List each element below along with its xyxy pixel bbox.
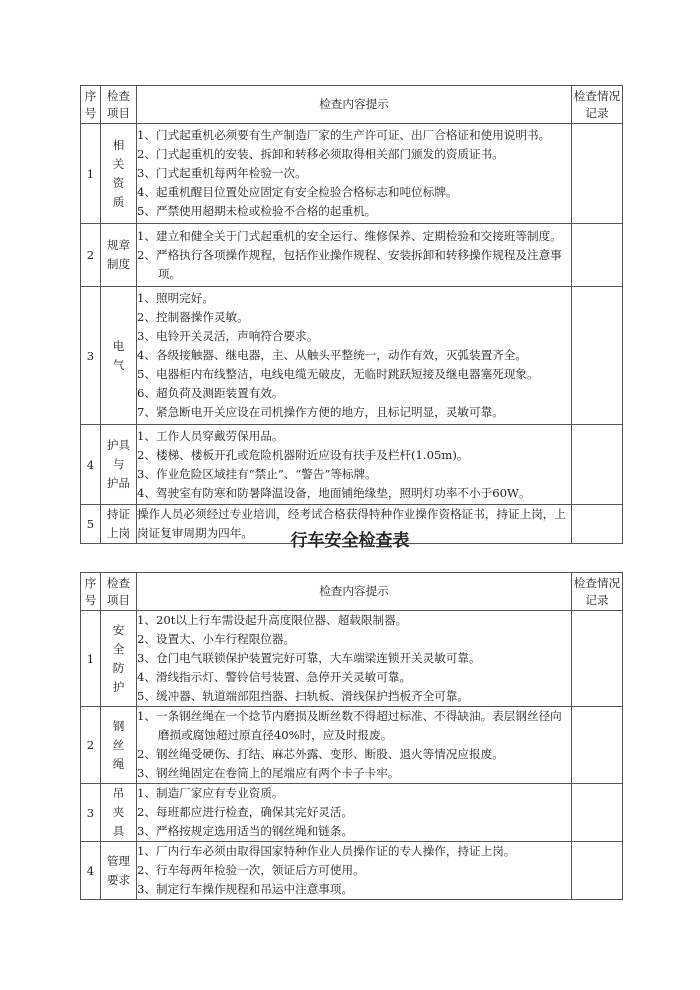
- record-cell[interactable]: [572, 224, 623, 287]
- check-item: [101, 425, 137, 505]
- row-number: 1: [81, 611, 101, 707]
- check-content-line: 3、门式起重机每两年检验一次。: [137, 166, 307, 180]
- check-content: [137, 842, 572, 900]
- check-item: [101, 287, 137, 425]
- check-content-line: 3、仓门电气联锁保护装置完好可靠，大车端梁连锁开关灵敏可靠。: [137, 651, 481, 665]
- check-content-line: 3、制定行车操作规程和吊运中注意事项。: [137, 882, 354, 896]
- header-content: 检查内容提示: [137, 86, 572, 124]
- check-item-text: 安: [112, 622, 125, 637]
- record-cell[interactable]: [572, 124, 623, 224]
- check-item-text: 持证: [106, 507, 131, 521]
- check-item-text: 要求: [106, 872, 131, 887]
- check-content-line: 3、作业危险区域挂有“禁止”、“警告”等标牌。: [137, 466, 377, 481]
- check-content-line: 7、紧急断电开关应设在司机操作方便的地方，且标记明显，灵敏可靠。: [137, 405, 504, 419]
- record-cell[interactable]: [572, 425, 623, 505]
- check-item-text: 丝: [112, 737, 125, 752]
- check-content-line: 1、照明完好。: [137, 291, 214, 305]
- check-item: [101, 611, 137, 707]
- check-content: [137, 425, 572, 505]
- check-item-text: 相: [112, 137, 125, 152]
- check-item-text: 管理: [106, 853, 131, 868]
- check-content-line: 2、严格执行各项操作规程，包括作业操作规程、安装拆卸和转移操作规程及注意事项。: [137, 247, 562, 281]
- check-item: [101, 124, 137, 224]
- check-item-text: 护: [112, 679, 125, 694]
- check-content-line: 2、钢丝绳受硬伤、打结、麻芯外露、变形、断股、退火等情况应报废。: [137, 747, 504, 761]
- record-cell[interactable]: [572, 287, 623, 425]
- check-content-line: 4、各级接触器、继电器，主、从触头平整统一，动作有效，灭弧装置齐全。: [137, 348, 527, 362]
- overhead-crane-inspection-table: [80, 572, 623, 900]
- check-content-line: 1、门式起重机必须要有生产制造厂家的生产许可证、出厂合格证和使用说明书。: [137, 128, 551, 142]
- row-number: 4: [81, 425, 101, 505]
- record-cell[interactable]: [572, 707, 623, 784]
- check-item-text: 规章: [106, 238, 131, 252]
- check-content-line: 4、滑线指示灯、警铃信号装置、急停开关灵敏可靠。: [137, 670, 412, 684]
- check-item-text: 护品: [106, 476, 131, 490]
- row-number: 2: [81, 224, 101, 287]
- check-content-line: 2、设置大、小车行程限位器。: [137, 632, 296, 646]
- row-number: 3: [81, 287, 101, 425]
- table-row: [81, 287, 623, 425]
- row-number: 3: [81, 784, 101, 842]
- check-item-text: 夹: [112, 805, 125, 819]
- check-item: [101, 842, 137, 900]
- row-number: 5: [81, 505, 101, 544]
- check-content-line: 3、电铃开关灵活，声响符合要求。: [137, 329, 319, 343]
- check-content-line: 1、一条钢丝绳在一个捻节内磨损及断丝数不得超过标准、不得缺油。表层钢丝径向磨损或腐蚀超过原直径40%时，应及时报废。: [137, 709, 562, 742]
- table-row: [81, 842, 623, 900]
- check-item-text: 制度: [106, 257, 131, 271]
- table-row: [81, 124, 623, 224]
- check-item-text: 上岗: [106, 526, 131, 540]
- check-content: [137, 707, 572, 784]
- record-cell[interactable]: [572, 784, 623, 842]
- check-content-line: 1、厂内行车必须由取得国家特种作业人员操作证的专人操作，持证上岗。: [137, 844, 516, 858]
- check-item-text: 与: [112, 457, 125, 471]
- table-header-row: [81, 86, 623, 124]
- check-content-line: 5、电器柜内布线整洁，电线电缆无破皮，无临时跳跃短接及继电器塞死现象。: [137, 367, 539, 381]
- header-item: 检查项目: [101, 86, 137, 124]
- check-item-text: 具: [112, 824, 125, 838]
- crane-inspection-table: [80, 85, 623, 544]
- section-title: 行车安全检查表: [290, 531, 410, 551]
- check-item-text: 质: [112, 194, 125, 209]
- check-item-text: 关: [112, 156, 125, 171]
- check-item-text: 钢: [112, 718, 125, 733]
- check-content-line: 5、严禁使用超期未检或检验不合格的起重机。: [137, 204, 377, 218]
- check-content: [137, 287, 572, 425]
- check-content-line: 6、超负荷及测距装置有效。: [137, 386, 284, 400]
- check-content-line: 2、楼梯、楼板开孔或危险机器附近应设有扶手及栏杆(1.05m)。: [137, 447, 469, 462]
- check-item-text: 气: [112, 357, 125, 372]
- check-item: [101, 224, 137, 287]
- header-item: 检查项目: [101, 573, 137, 611]
- header-record: 检查情况记录: [572, 86, 623, 124]
- check-content: [137, 124, 572, 224]
- check-content-line: 1、20t以上行车需设起升高度限位器、超载限制器。: [137, 613, 408, 627]
- table-row: [81, 224, 623, 287]
- table-row: [81, 707, 623, 784]
- header-content: 检查内容提示: [137, 573, 572, 611]
- check-content-line: 1、工作人员穿戴劳保用品。: [137, 428, 284, 443]
- check-content-line: 1、建立和健全关于门式起重机的安全运行、维修保养、定期检验和交接班等制度。: [137, 228, 562, 243]
- check-content-line: 1、制造厂家应有专业资质。: [137, 786, 284, 800]
- check-content-line: 2、控制器操作灵敏。: [137, 310, 249, 324]
- check-item-text: 资: [112, 175, 125, 190]
- check-content-line: 3、钢丝绳固定在卷筒上的尾端应有两个卡子卡牢。: [137, 766, 400, 780]
- table-header-row: [81, 573, 623, 611]
- check-content-line: 4、驾驶室有防寒和防暑降温设备，地面铺绝缘垫，照明灯功率不小于60W。: [137, 485, 531, 500]
- row-number: 2: [81, 707, 101, 784]
- table-row: [81, 611, 623, 707]
- record-cell[interactable]: [572, 611, 623, 707]
- check-content-line: 2、每班都应进行检查，确保其完好灵活。: [137, 805, 354, 819]
- check-content-line: 4、起重机醒目位置处应固定有安全检验合格标志和吨位标牌。: [137, 185, 458, 199]
- header-record: 检查情况记录: [572, 573, 623, 611]
- record-cell[interactable]: [572, 842, 623, 900]
- check-content-line: 3、严格按规定选用适当的钢丝绳和链条。: [137, 824, 354, 838]
- header-no: 序号: [81, 573, 101, 611]
- row-number: 4: [81, 842, 101, 900]
- check-item-text: 防: [112, 660, 125, 675]
- check-content-line: 5、缓冲器、轨道端部阻挡器、扫轨板、滑线保护挡板齐全可靠。: [137, 689, 470, 703]
- check-content-line: 2、行车每两年检验一次，领证后方可使用。: [137, 863, 365, 877]
- check-item-text: 全: [112, 641, 125, 656]
- header-no: 序号: [81, 86, 101, 124]
- table-row: [81, 425, 623, 505]
- table-row: [81, 784, 623, 842]
- check-item: [101, 784, 137, 842]
- check-content-line: 操作人员必须经过专业培训，经考试合格获得特种作业操作资格证书，持证上岗，上岗证复审周期为四年。: [137, 507, 566, 540]
- check-content-line: 2、门式起重机的安装、拆卸和转移必须取得相关部门颁发的资质证书。: [137, 147, 504, 161]
- check-item-text: 绳: [112, 756, 125, 771]
- row-number: 1: [81, 124, 101, 224]
- check-content: [137, 224, 572, 287]
- check-item: [101, 707, 137, 784]
- check-item-text: 护具: [106, 438, 131, 452]
- check-item-text: 电: [112, 338, 125, 353]
- check-content: [137, 784, 572, 842]
- check-item-text: 吊: [112, 786, 125, 800]
- check-content: [137, 611, 572, 707]
